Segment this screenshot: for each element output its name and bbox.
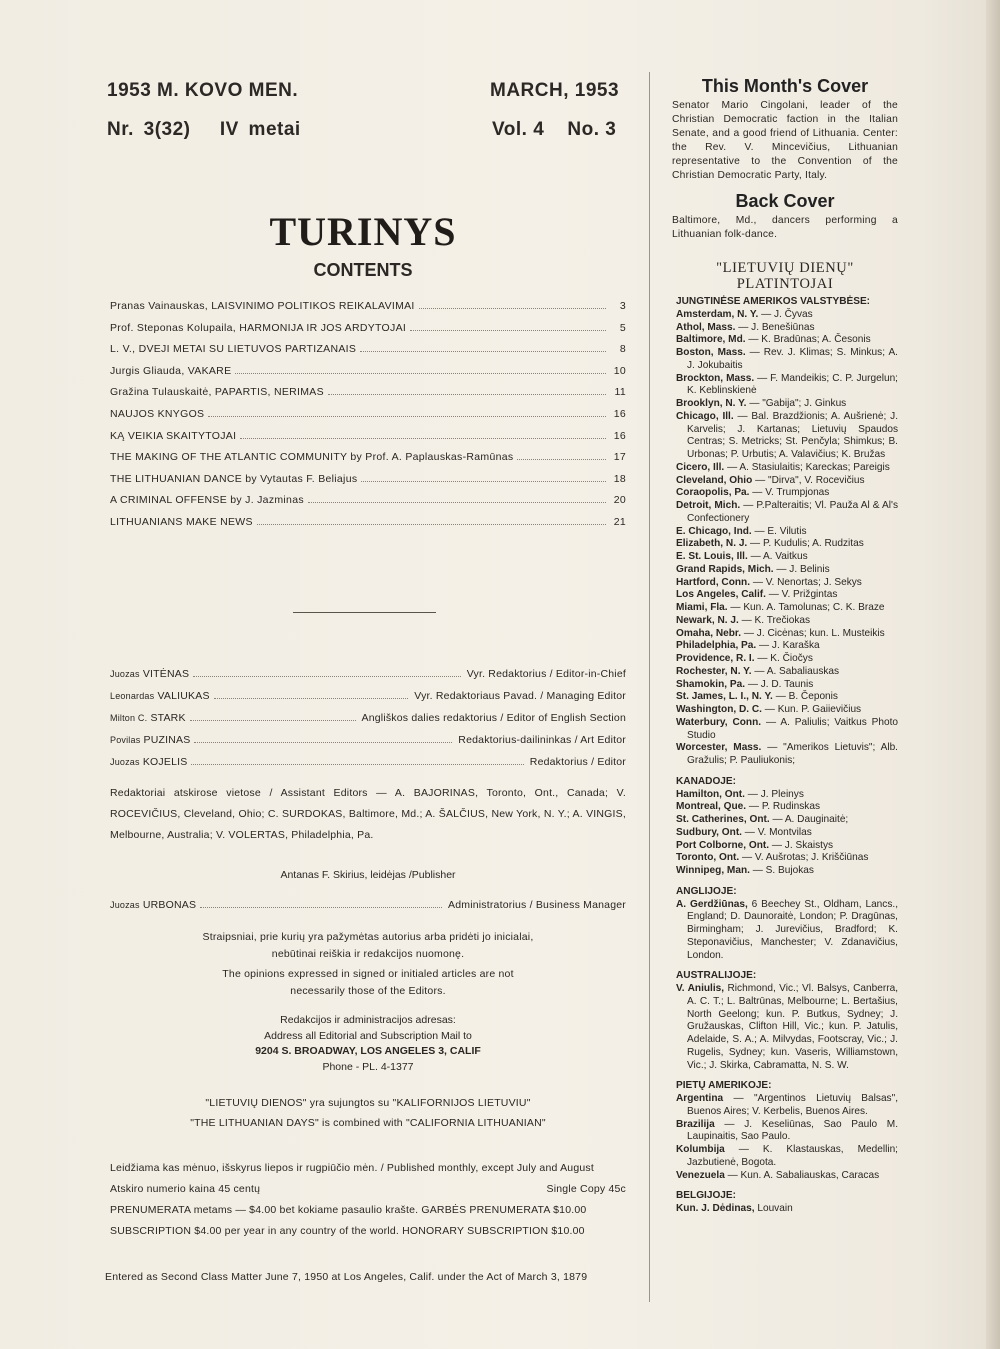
issue-number-lt: Nr. 3(32) IV metai [107,119,301,140]
dot-leader [257,524,606,525]
toc-row [110,408,626,430]
distributor-entry [676,589,898,602]
back-cover-description: Baltimore, Md., dancers performing a Lithuanian folk-dance. [672,215,898,240]
distributor-names: — K. Čiočys [757,653,813,664]
distributor-place: Coraopolis, Pa. [676,487,750,499]
section-gap [676,962,898,970]
dot-leader [361,481,606,482]
distributor-region: PIETŲ AMERIKOJE: [676,1080,772,1092]
distributor-entry [676,628,898,641]
distributor-names: — Rev. J. Klimas; S. Minkus; A. J. Jokubaitis [687,347,898,371]
publisher-line: Antanas F. Skirius, leidėjas /Publisher [280,869,456,881]
distributor-names: — J. Cicėnas; kun. L. Musteikis [743,627,885,639]
distributor-entry [676,653,898,666]
distributor-names: — F. Mandeikis; C. P. Jurgelun; K. Keblinskienė [687,372,898,397]
distributor-names: — J. Keseliūnas, Sao Paulo M. Laupinaitis, Sao Paulo. [687,1118,899,1143]
toc-page-number: 10 [613,364,626,377]
toc-title: Pranas Vainauskas, LAISVINIMO POLITIKOS REIKALAVIMAI [110,300,415,312]
distributor-names: — A. Stasiulaitis; Kareckas; Pareigis [727,461,890,473]
distributor-place: Providence, R. I. [676,653,755,664]
staff-row [110,668,626,690]
toc-page-number: 21 [613,515,626,528]
distributor-entry [676,704,898,717]
combined-en: "THE LITHUANIAN DAYS" is combined with "CALIFORNIA LITHUANIAN" [190,1117,546,1129]
distributor-names: — Kun. P. Gaiievičius [764,704,862,715]
distributor-entry [676,373,898,399]
distributor-place: Brazilija [676,1118,715,1130]
toc-page-number: 20 [613,494,626,507]
distributor-place: V. Aniulis, [676,983,725,994]
distributor-entry [676,679,898,692]
distributor-place: St. James, L. I., N. Y. [676,691,773,703]
back-cover-note [672,191,898,242]
distributor-names: — P. Rudinskas [748,801,820,813]
distributor-entry [676,411,898,462]
distributor-names: — E. Vilutis [754,525,807,537]
staff-role: Angliškos dalies redaktorius / Editor of English Section [361,712,626,724]
distributor-place: Miami, Fla. [676,602,728,613]
distributor-entry [676,538,898,551]
distributor-place: Cleveland, Ohio [676,474,753,486]
distributor-place: Hamilton, Ont. [676,788,745,800]
distributor-entry [676,666,898,679]
distributor-place: Waterbury, Conn. [676,716,762,728]
distributor-entry [676,462,898,475]
disclaimer-lt: Straipsniai, prie kurių yra pažymėtas autorius arba pridėti jo inicialai, nebūtinai reiškia ir redakcijos nuomonę. [202,931,534,960]
toc-page-number: 16 [613,429,626,442]
toc-page-number: 18 [613,472,626,485]
distributor-entry [676,1119,898,1145]
distributor-entry [676,899,898,963]
distributor-entry [676,801,898,814]
distributor-entry [676,577,898,590]
distributor-entry [676,691,898,704]
distributor-place: Worcester, Mass. [676,742,762,754]
staff-row [110,690,626,712]
distributor-entry [676,500,898,526]
distributor-place: St. Catherines, Ont. [676,814,770,825]
cover-note [672,76,898,183]
staff-last-name: KOJELIS [142,756,188,768]
staff-first-name: Leonardas [110,691,155,701]
staff-first-name: Juozas [110,669,140,679]
postal-entry-notice: Entered as Second Class Matter June 7, 1950 at Los Angeles, Calif. under the Act of March 3, 1879 [105,1271,588,1283]
distributor-place: Brooklyn, N. Y. [676,398,747,409]
distributor-entry [676,789,898,802]
column-divider [649,72,650,1302]
distributor-place: E. St. Louis, Ill. [676,551,748,562]
distributor-place: Los Angeles, Calif. [676,589,766,601]
subscription-lt: PRENUMERATA metams — $4.00 bet kokiame pasaulio krašte. GARBĖS PRENUMERATA $10.00 [110,1204,587,1216]
distributor-entry [676,717,898,743]
staff-role: Vyr. Redaktorius / Editor-in-Chief [466,668,626,680]
dot-leader [190,720,356,721]
combined-notice [110,1093,626,1133]
distributor-place: Kolumbija [676,1144,725,1155]
distributor-place: Venezuela [676,1169,725,1181]
distributor-place: Toronto, Ont. [676,852,740,864]
staff-name [110,756,187,768]
distributor-place: Amsterdam, N. Y. [676,308,759,320]
distributor-names: — "Dirva", V. Rocevičius [755,474,865,486]
toc-row [110,300,626,322]
distributor-names: — B. Čeponis [775,691,838,703]
distributor-names: — S. Bujokas [752,865,814,876]
distributors-list [676,296,898,1216]
toc-title: NAUJOS KNYGOS [110,407,205,420]
staff-name: Juozas URBONAS [110,899,197,911]
distributor-region: BELGIJOJE: [676,1190,737,1202]
business-manager [110,899,626,921]
distributor-names: — V. Trumpjonas [752,487,830,499]
distributor-names: — J. D. Taunis [747,678,814,690]
distributor-place: Baltimore, Md. [676,334,746,346]
distributor-place: E. Chicago, Ind. [676,525,752,537]
toc-title: KĄ VEIKIA SKAITYTOJAI [110,429,237,442]
single-copy-en: Single Copy 45c [546,1183,626,1195]
staff-last-name: VALIUKAS [157,690,210,702]
distributor-place: A. Gerdžiūnas, [676,898,748,910]
toc-row [110,430,626,452]
distributor-entry [676,551,898,564]
distributor-names: 6 Beechey St., Oldham, Lancs., England; D. Daunoraitė, London; P. Dragūnas, Birmingham; J. Jurevičius, Bradford; K. Steponavičius, Manchester; V. Zdanavičius, London. [687,898,898,961]
staff-first-name: Juozas [110,757,140,767]
distributor-names: — V. Nenortas; J. Sekys [752,576,862,588]
dot-leader [410,330,606,331]
staff-role: Redaktorius-dailininkas / Art Editor [458,734,626,746]
distributor-place: Hartford, Conn. [676,576,751,588]
distributor-names: — "Gabija"; J. Ginkus [749,398,847,409]
distributor-entry [676,347,898,373]
distributor-place: Port Colborne, Ont. [676,839,770,851]
distributor-names: — Kun. A. Tamolunas; C. K. Braze [730,602,885,613]
distributor-names: — P. Kudulis; A. Rudzitas [750,538,864,550]
distributor-place: Cicero, Ill. [676,461,725,473]
dot-leader [360,351,606,352]
toc-title: A CRIMINAL OFFENSE by J. Jazminas [110,494,304,507]
toc-row [110,451,626,473]
toc-row [110,343,626,365]
staff-last-name: PUZINAS [143,734,191,746]
toc-title: LITHUANIANS MAKE NEWS [110,515,253,528]
toc-row [110,473,626,495]
distributor-entry [676,840,898,853]
section-gap [676,1182,898,1190]
distributor-entry [676,475,898,488]
distributor-entry [676,640,898,653]
distributor-place: Detroit, Mich. [676,500,741,511]
distributor-entry [676,1144,898,1170]
distributor-place: Montreal, Que. [676,801,747,813]
dot-leader [193,676,461,677]
publication-schedule: Leidžiama kas mėnuo, išskyrus liepos ir rugpiūčio mėn. / Published monthly, except July and August [110,1162,594,1174]
distributor-entry [676,865,898,878]
dot-leader [419,308,606,309]
dot-leader [214,698,409,699]
distributor-names: — K. Klastauskas, Medellin; Jazbutienė, Bogota. [687,1144,898,1168]
distributor-place: Grand Rapids, Mich. [676,563,774,575]
distributor-entry [676,1203,898,1216]
distributor-place: Elizabeth, N. J. [676,538,748,550]
issue-volume-en: Vol. 4 No. 3 [492,119,617,140]
address-label-en: Address all Editorial and Subscription Mail to [264,1029,472,1042]
page-subtitle: CONTENTS [313,260,413,280]
toc-page-number: 16 [613,407,626,420]
distributor-entry [676,852,898,865]
distributor-entry [676,983,898,1072]
distributor-entry [676,398,898,411]
cover-heading: This Month's Cover [701,76,869,96]
distributor-names: — P.Palteraitis; Vl. Pauža Al & Al's Confectionery [687,500,898,524]
distributor-names: — K. Trečiokas [741,614,811,626]
staff-name [110,690,210,702]
staff-row [110,756,626,778]
subscription-info [110,1162,626,1246]
distributor-names: — J. Karaška [759,640,820,652]
dot-leader [517,459,606,460]
toc-row [110,365,626,387]
distributor-names: Richmond, Vic.; Vl. Balsys, Canberra, A. C. T.; L. Baltrūnas, Melbourne; L. Bertašius, North Geelong; kun. P. Butkus, Sydney; J. Gružauskas, Clifton Hill, Vic.; kun. P. Jatulis, Adelaide, S. A.; A. Milvydas, Footscray, Vic.; J. Rugelis, Sydney; kun. Vaseris, Williamstown, Vic.; J. Skirka, Cabramatta, N. S. W. [687,983,898,1071]
distributor-names: — Kun. A. Sabaliauskas, Caracas [727,1169,880,1181]
distributor-names: — J. Pleinys [747,788,804,800]
toc-title: Gražina Tulauskaitė, PAPARTIS, NERIMAS [110,386,324,399]
distributor-place: Argentina [676,1093,724,1104]
toc-title: L. V., DVEJI METAI SU LIETUVOS PARTIZANAIS [110,343,357,356]
staff-name [110,712,186,724]
staff-last-name: STARK [150,712,186,724]
distributor-entry [676,322,898,335]
issue-date-lt: 1953 M. KOVO MEN. [107,80,299,101]
distributor-place: Chicago, Ill. [676,410,734,422]
single-copy-lt: Atskiro numerio kaina 45 centų [110,1183,261,1195]
distributor-entry [676,615,898,628]
toc-page-number: 5 [619,321,626,334]
distributor-entry [676,526,898,539]
page-edge [986,0,1000,1349]
cover-description: Senator Mario Cingolani, leader of the Christian Democratic faction in the Italian Senate, and a good friend of Lithuania. Center: the Rev. V. Mincevičius, Lithuanian representative to the Convention of the Christian Democratic Party, Italy. [672,100,898,181]
subscription-en: SUBSCRIPTION $4.00 per year in any country of the world. HONORARY SUBSCRIPTION $10.00 [110,1225,585,1237]
toc-page-number: 17 [613,451,626,464]
toc-row [110,386,626,408]
dot-leader [208,416,606,417]
assistant-editors: Redaktoriai atskirose vietose / Assistant Editors — A. BAJORINAS, Toronto, Ont., Canada; V. ROCEVIČIUS, Cleveland, Ohio; C. SURDOKAS, Baltimore, Md.; A. ŠALČIUS, New York, N. Y.; A. VINGIS, Melbourne, Australia; V. VOLERTAS, Philadelphia, Pa. [110,787,626,841]
distributor-place: Brockton, Mass. [676,372,755,384]
toc-page-number: 11 [614,386,626,399]
dot-leader [308,502,606,503]
dot-leader [240,438,606,439]
staff-name [110,734,190,746]
phone-number: Phone - PL. 4-1377 [322,1060,414,1073]
distributor-names: — A. Paliulis; Vaitkus Photo Studio [687,716,898,741]
distributor-place: Shamokin, Pa. [676,678,745,690]
back-cover-heading: Back Cover [735,191,835,211]
dot-leader [328,394,606,395]
distributor-names: — A. Sabaliauskas [754,665,840,677]
dot-leader [191,764,523,765]
toc-title: THE MAKING OF THE ATLANTIC COMMUNITY by Prof. A. Paplauskas-Ramūnas [110,451,514,464]
section-divider [293,612,436,613]
staff-role: Vyr. Redaktoriaus Pavad. / Managing Editor [414,690,626,702]
distributor-names: — Bal. Brazdžionis; A. Aušrienė; J. Karvelis; J. Kartanas; Lietuvių Spaudos Centras; S. Metricks; St. Penčyla; Shimkus; B. Urbonas; P. Urbutis; A. Valavičius; K. Bružas [687,410,898,460]
distributor-names: — K. Bradūnas; A. Česonis [748,334,871,346]
distributor-names: — V. Aušrotas; J. Kriščiūnas [741,852,869,864]
toc-title: Jurgis Gliauda, VAKARE [110,364,232,377]
staff-row [110,712,626,734]
staff-last-name: VITĖNAS [142,668,190,680]
toc-title: Prof. Steponas Kolupaila, HARMONIJA IR JOS ARDYTOJAI [110,321,407,334]
toc-row [110,322,626,344]
distributor-entry [676,827,898,840]
distributor-place: Rochester, N. Y. [676,665,752,677]
dot-leader [235,373,606,374]
distributor-place: Kun. J. Dėdinas, [676,1203,755,1214]
disclaimer-en: The opinions expressed in signed or initialed articles are not necessarily those of the Editors. [222,968,514,997]
combined-lt: "LIETUVIŲ DIENOS" yra sujungtos su "KALIFORNIJOS LIETUVIU" [205,1097,531,1109]
staff-row [110,734,626,756]
address-label-lt: Redakcijos ir administracijos adresas: [280,1014,456,1026]
distributor-place: Newark, N. J. [676,614,739,626]
toc-title: THE LITHUANIAN DANCE by Vytautas F. Beliajus [110,472,358,485]
section-gap [676,768,898,776]
distributor-entry [676,487,898,500]
table-of-contents [110,300,626,538]
distributor-names: — "Amerikos Lietuvis"; Alb. Gražulis; P. Pauliukonis; [687,742,898,766]
address-block [200,1013,536,1075]
distributor-region: AUSTRALIJOJE: [676,970,757,982]
toc-row [110,494,626,516]
distributor-names: — V. Prižgintas [768,589,838,601]
distributor-entry [676,1170,898,1183]
distributor-entry [676,564,898,577]
staff-first-name: Povilas [110,735,141,745]
distributor-region: ANGLIJOJE: [676,885,737,897]
distributor-names: — J. Čyvas [761,308,813,320]
editorial-staff [110,668,626,778]
distributor-entry [676,309,898,322]
distributor-names: — A. Dauginaitė; [772,814,849,825]
toc-page-number: 3 [619,300,626,312]
page-title: TURINYS [269,209,457,254]
distributor-entry [676,602,898,615]
distributor-place: Philadelphia, Pa. [676,640,757,652]
distributor-names: — J. Skaistys [771,839,834,851]
distributor-place: Omaha, Nebr. [676,627,742,639]
distributor-place: Boston, Mass. [676,347,746,358]
distributor-entry [676,742,898,768]
staff-first-name: Milton C. [110,713,148,723]
issue-date-en: MARCH, 1953 [490,80,620,101]
distributor-names: — A. Vaitkus [750,551,808,562]
street-address: 9204 S. BROADWAY, LOS ANGELES 3, CALIF [255,1045,481,1057]
staff-role: Administratorius / Business Manager [448,899,626,911]
distributor-place: Sudbury, Ont. [676,826,742,838]
distributor-names: Louvain [757,1203,793,1214]
dot-leader [194,742,452,743]
distributor-region: JUNGTINĖSE AMERIKOS VALSTYBĖSE: [676,296,871,307]
section-gap [676,878,898,886]
distributor-entry [676,334,898,347]
distributor-names: — "Argentinos Lietuvių Balsas", Buenos Aires; V. Kerbelis, Buenos Aires. [687,1093,898,1117]
distributor-names: — J. Belinis [776,563,830,575]
toc-page-number: 8 [619,343,626,356]
distributor-place: Winnipeg, Man. [676,865,750,876]
distributor-place: Washington, D. C. [676,704,762,715]
distributors-heading: "LIETUVIŲ DIENŲ" PLATINTOJAI [716,260,854,292]
toc-row [110,516,626,538]
staff-name [110,668,189,680]
distributor-region: KANADOJE: [676,775,737,787]
distributor-names: — V. Montvilas [744,826,812,838]
staff-role: Redaktorius / Editor [529,756,626,768]
section-gap [676,1072,898,1080]
distributor-entry [676,1093,898,1119]
distributor-place: Athol, Mass. [676,321,736,333]
distributor-entry [676,814,898,827]
distributor-names: — J. Benešiūnas [738,321,815,333]
